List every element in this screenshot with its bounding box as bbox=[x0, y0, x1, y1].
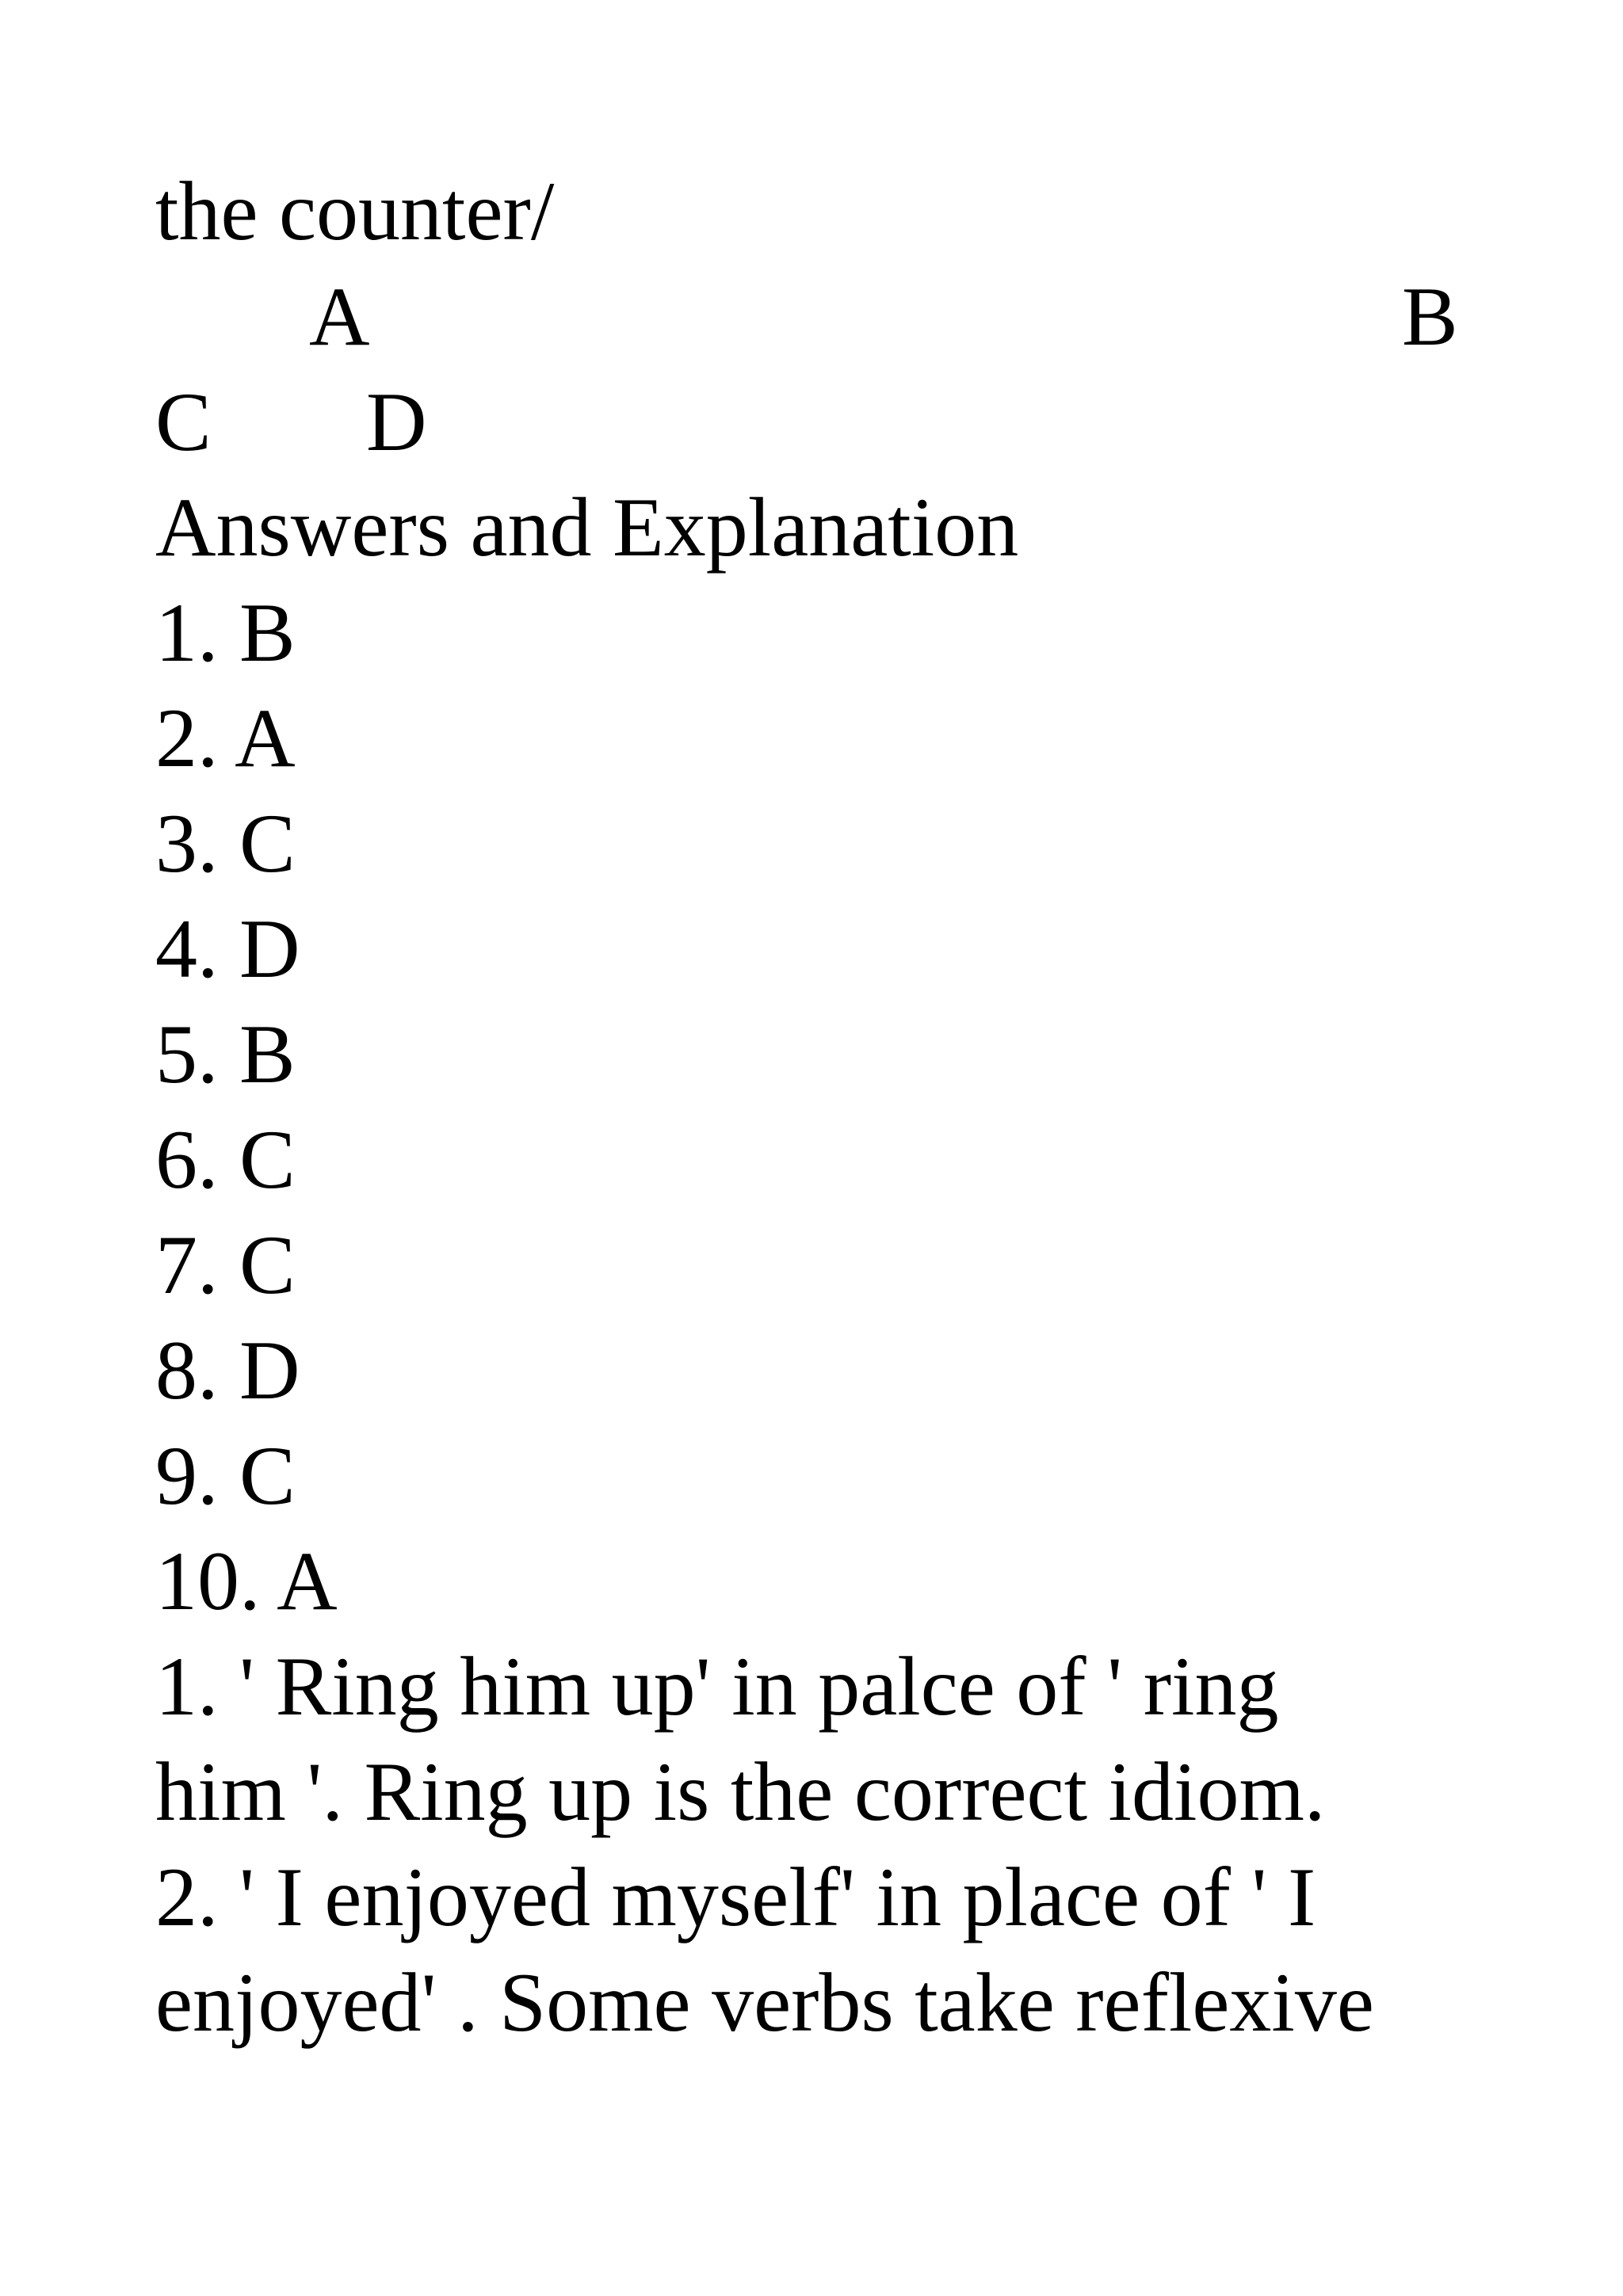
explanation-line: 2. ' I enjoyed myself' in place of ' I bbox=[155, 1851, 1316, 1943]
answer-item: 5. B bbox=[155, 1008, 296, 1100]
answer-item: 2. A bbox=[155, 692, 296, 784]
explanation-line: enjoyed' . Some verbs take reflexive bbox=[155, 1956, 1374, 2049]
answer-item: 6. C bbox=[155, 1113, 296, 1206]
section-title: Answers and Explanation bbox=[155, 481, 1019, 574]
answer-item: 1. B bbox=[155, 586, 296, 679]
option-label-b: B bbox=[1402, 270, 1458, 363]
question-fragment: the counter/ bbox=[155, 165, 555, 257]
answer-item: 4. D bbox=[155, 902, 300, 995]
answer-item: 10. A bbox=[155, 1535, 338, 1627]
answer-item: 9. C bbox=[155, 1429, 296, 1522]
option-label-c: C bbox=[155, 376, 212, 468]
explanation-line: him '. Ring up is the correct idiom. bbox=[155, 1745, 1326, 1838]
answer-item: 8. D bbox=[155, 1324, 300, 1417]
answer-item: 3. C bbox=[155, 797, 296, 890]
explanation-line: 1. ' Ring him up' in palce of ' ring bbox=[155, 1640, 1279, 1733]
option-label-a: A bbox=[309, 270, 370, 363]
answer-item: 7. C bbox=[155, 1219, 296, 1311]
option-label-d: D bbox=[366, 376, 427, 468]
